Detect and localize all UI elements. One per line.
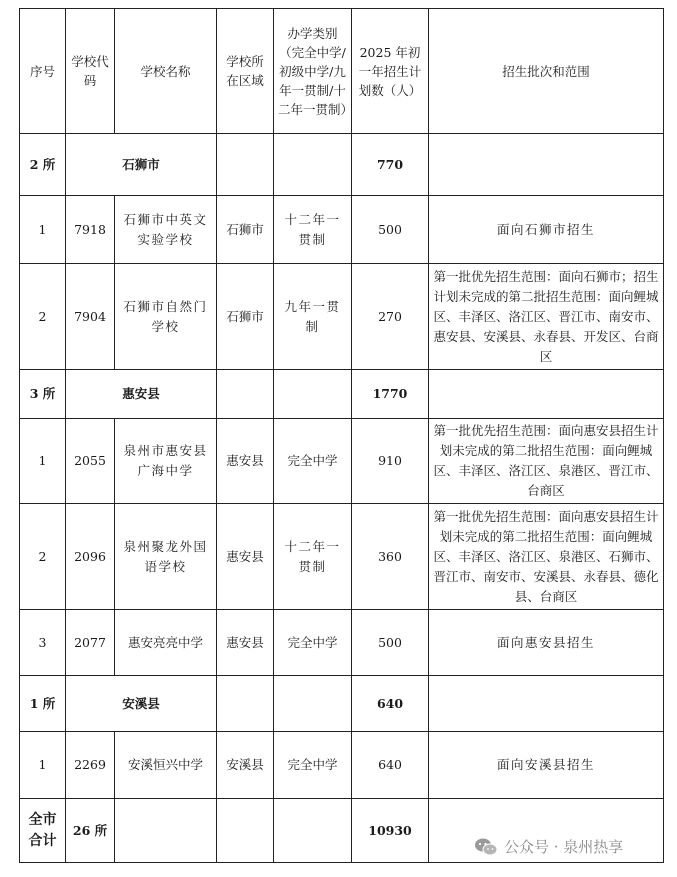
empty-cell [429,676,664,732]
empty-cell [274,370,352,419]
empty-cell [274,134,352,196]
group-count: 1 所 [20,676,66,732]
row-school-name: 惠安亮亮中学 [115,610,217,676]
row-type: 九年一贯制 [274,264,352,370]
row-scope: 第一批优先招生范围：面向惠安县招生计划未完成的第二批招生范围：面向鲤城区、丰泽区、洛江区、泉港区、晋江市、台商区 [429,419,664,504]
row-school-name: 安溪恒兴中学 [115,732,217,799]
row-type: 完全中学 [274,419,352,504]
row-code: 2096 [66,504,115,610]
group-region: 石狮市 [66,134,217,196]
row-school-name: 石狮市中英文实验学校 [115,196,217,264]
header-plan: 2025 年初一年招生计划数（人） [352,9,429,134]
row-area: 安溪县 [217,732,274,799]
group-region: 惠安县 [66,370,217,419]
total-label: 全市合计 [20,799,66,863]
row-seq: 3 [20,610,66,676]
row-area: 石狮市 [217,264,274,370]
row-plan: 500 [352,610,429,676]
group-total: 1770 [352,370,429,419]
row-seq: 2 [20,504,66,610]
group-region: 安溪县 [66,676,217,732]
row-type: 完全中学 [274,610,352,676]
group-total: 640 [352,676,429,732]
row-plan: 640 [352,732,429,799]
header-scope: 招生批次和范围 [429,9,664,134]
row-type: 十二年一贯制 [274,196,352,264]
row-plan: 270 [352,264,429,370]
row-type: 完全中学 [274,732,352,799]
row-code: 7918 [66,196,115,264]
group-total: 770 [352,134,429,196]
header-type: 办学类别（完全中学/初级中学/九年一贯制/十二年一贯制） [274,9,352,134]
empty-cell [274,676,352,732]
table-row [20,196,664,264]
row-school-name: 石狮市自然门学校 [115,264,217,370]
table-row [20,264,664,370]
empty-cell [217,370,274,419]
header-row [20,9,664,134]
empty-cell [217,676,274,732]
group-row-anxi [20,676,664,732]
row-code: 2269 [66,732,115,799]
empty-cell [217,799,274,863]
enrollment-table [19,8,664,863]
row-plan: 500 [352,196,429,264]
empty-cell [217,134,274,196]
row-scope: 面向惠安县招生 [429,610,664,676]
row-seq: 1 [20,196,66,264]
table-row [20,504,664,610]
row-code: 2055 [66,419,115,504]
row-scope: 面向石狮市招生 [429,196,664,264]
row-code: 7904 [66,264,115,370]
total-count: 26 所 [66,799,115,863]
table-row [20,610,664,676]
empty-cell [115,799,217,863]
row-area: 惠安县 [217,610,274,676]
row-area: 惠安县 [217,504,274,610]
header-seq: 序号 [20,9,66,134]
row-area: 石狮市 [217,196,274,264]
total-plan: 10930 [352,799,429,863]
row-seq: 1 [20,419,66,504]
row-school-name: 泉州聚龙外国语学校 [115,504,217,610]
row-area: 惠安县 [217,419,274,504]
row-seq: 2 [20,264,66,370]
watermark [474,836,623,857]
table-row [20,419,664,504]
empty-cell [429,134,664,196]
row-seq: 1 [20,732,66,799]
row-type: 十二年一贯制 [274,504,352,610]
table-row [20,732,664,799]
row-school-name: 泉州市惠安县广海中学 [115,419,217,504]
row-scope: 第一批优先招生范围：面向石狮市；招生计划未完成的第二批招生范围：面向鲤城区、丰泽区、洛江区、晋江市、南安市、惠安县、安溪县、永春县、开发区、台商区 [429,264,664,370]
header-code: 学校代码 [66,9,115,134]
empty-cell [274,799,352,863]
group-count: 2 所 [20,134,66,196]
row-scope: 第一批优先招生范围：面向惠安县招生计划未完成的第二批招生范围：面向鲤城区、丰泽区、洛江区、泉港区、石狮市、晋江市、南安市、安溪县、永春县、德化县、台商区 [429,504,664,610]
group-row-shishi [20,134,664,196]
group-count: 3 所 [20,370,66,419]
group-row-huian [20,370,664,419]
wechat-icon [474,837,498,857]
row-scope: 面向安溪县招生 [429,732,664,799]
empty-cell [429,370,664,419]
row-plan: 910 [352,419,429,504]
row-code: 2077 [66,610,115,676]
row-plan: 360 [352,504,429,610]
header-area: 学校所在区域 [217,9,274,134]
watermark-text: 公众号 · 泉州热享 [504,838,624,856]
header-name: 学校名称 [115,9,217,134]
